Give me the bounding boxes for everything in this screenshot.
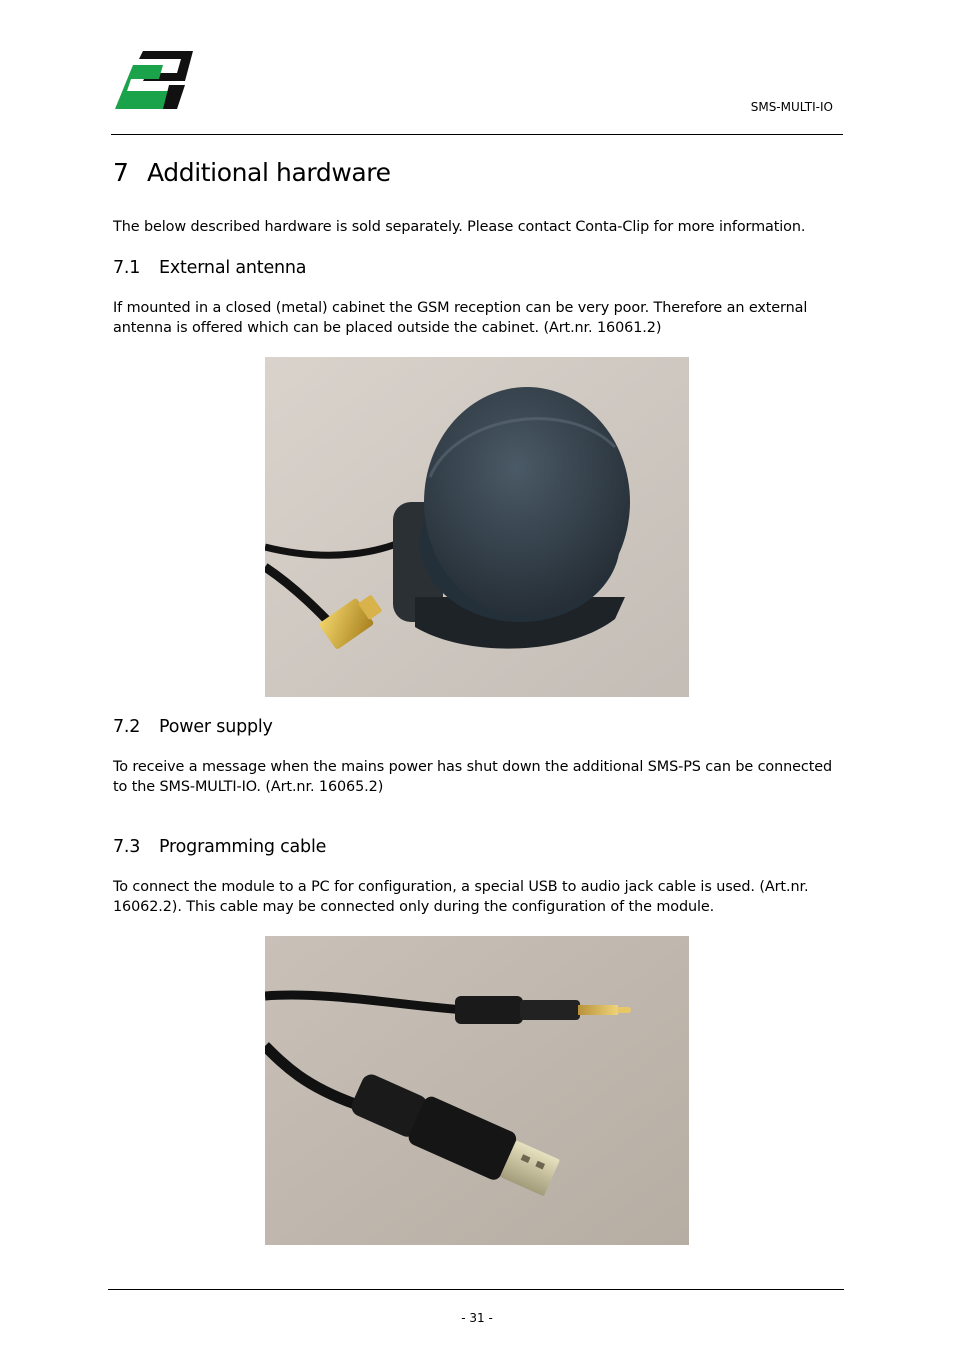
section-body-programming-cable: To connect the module to a PC for configuration, a special USB to audio jack cable is used. (Art.nr. 16062.2). This cable may be connected only during the configuration of the module. [113, 879, 809, 915]
section-body-external-antenna: If mounted in a closed (metal) cabinet the GSM reception can be very poor. Therefore an external antenna is offered which can be placed outside the cabinet. (Art.nr. 16061.2) [113, 300, 808, 336]
programming-cable-photo [265, 936, 689, 1245]
section-number: 7.1 [113, 258, 141, 278]
company-logo [113, 47, 197, 113]
chapter-intro: The below described hardware is sold separately. Please contact Conta-Clip for more information. [113, 219, 806, 235]
chapter-heading [113, 158, 391, 187]
section-heading-power-supply [113, 717, 273, 737]
section-number: 7.2 [113, 717, 141, 737]
header-divider [111, 134, 843, 135]
footer-divider [108, 1289, 844, 1290]
document-code: SMS-MULTI-IO [750, 100, 833, 114]
section-heading-programming-cable [113, 837, 326, 857]
section-body-power-supply: To receive a message when the mains power has shut down the additional SMS-PS can be connected to the SMS-MULTI-IO. (Art.nr. 16065.2) [113, 759, 833, 795]
chapter-title: Additional hardware [147, 158, 391, 187]
section-number: 7.3 [113, 837, 141, 857]
section-title: External antenna [159, 258, 307, 278]
page-number: - 31 - [461, 1311, 493, 1325]
section-heading-external-antenna [113, 258, 306, 278]
external-antenna-photo [265, 357, 689, 697]
chapter-number: 7 [113, 158, 129, 187]
section-title: Power supply [159, 717, 273, 737]
section-title: Programming cable [159, 837, 327, 857]
